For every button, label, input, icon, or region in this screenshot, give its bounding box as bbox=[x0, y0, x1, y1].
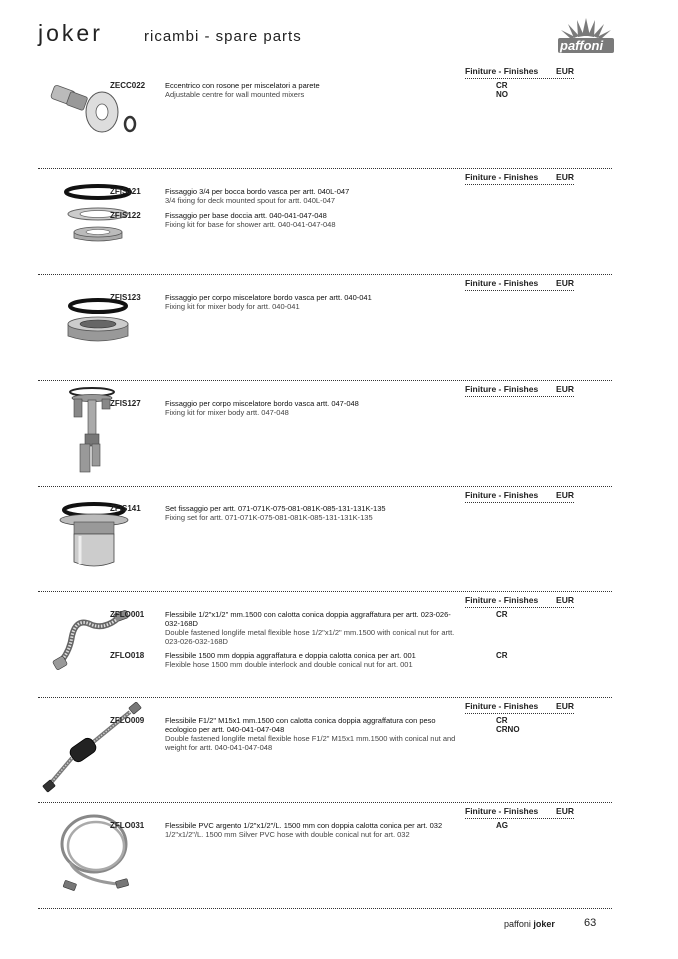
finishes-label: Finiture - Finishes bbox=[465, 172, 539, 182]
finish-code: CR bbox=[496, 651, 508, 660]
product-description bbox=[165, 293, 465, 311]
eur-label: EUR bbox=[556, 490, 574, 500]
eur-label: EUR bbox=[556, 806, 574, 816]
section-divider bbox=[38, 486, 612, 487]
description-en: 1/2"x1/2"/L. 1500 mm Silver PVC hose with double conical nut for art. 032 bbox=[165, 830, 410, 839]
product-code: ZFLO001 bbox=[110, 610, 145, 619]
product-code: ZFLO018 bbox=[110, 651, 145, 660]
section-divider bbox=[38, 380, 612, 381]
product-code: ZFIS122 bbox=[110, 211, 141, 220]
section-divider bbox=[38, 908, 612, 909]
flexible-hose-illustration bbox=[52, 610, 134, 672]
finish-code: CRNO bbox=[496, 725, 520, 734]
description-it: Fissaggio per corpo miscelatore bordo vasca per artt. 040-041 bbox=[165, 293, 372, 302]
logo-wordmark: paffoni bbox=[560, 38, 604, 53]
product-description bbox=[165, 187, 465, 205]
collection-title: joker bbox=[38, 20, 103, 46]
product-description bbox=[165, 211, 465, 229]
finish-codes bbox=[496, 651, 508, 660]
eur-label: EUR bbox=[556, 172, 574, 182]
finish-code: CR bbox=[496, 716, 508, 725]
finish-code: NO bbox=[496, 90, 508, 99]
description-en: Fixing set for artt. 071-071K-075-081-081K-085-131-131K-135 bbox=[165, 513, 373, 522]
product-code: ZFIS121 bbox=[110, 187, 141, 196]
product-description bbox=[165, 821, 465, 839]
product-code: ZFLO009 bbox=[110, 716, 145, 725]
page-number: 63 bbox=[584, 917, 597, 929]
product-description bbox=[165, 716, 465, 752]
description-en: Double fastened longlife metal flexible hose 1/2"x1/2" mm.1500 with conical nut for artt. 023-026-032-168D bbox=[165, 628, 455, 646]
description-en: Fixing kit for base for shower artt. 040-041-047-048 bbox=[165, 220, 336, 229]
finishes-label: Finiture - Finishes bbox=[465, 806, 539, 816]
product-description bbox=[165, 504, 465, 522]
finishes-header bbox=[465, 172, 574, 185]
product-code: ZFIS141 bbox=[110, 504, 141, 513]
finishes-header bbox=[465, 701, 574, 714]
description-it: Flessibile 1/2"x1/2" mm.1500 con calotta conica doppia aggraffatura per artt. 023-026-032-168D bbox=[165, 610, 451, 628]
description-it: Set fissaggio per artt. 071-071K-075-081-081K-085-131-131K-135 bbox=[165, 504, 386, 513]
product-description bbox=[165, 81, 465, 99]
description-it: Fissaggio 3/4 per bocca bordo vasca per artt. 040L-047 bbox=[165, 187, 350, 196]
mixer-body-fixing-illustration bbox=[64, 296, 132, 348]
description-it: Flessibile 1500 mm doppia aggraffatura e doppia calotta conica per art. 001 bbox=[165, 651, 416, 660]
finish-code: CR bbox=[496, 610, 508, 619]
description-en: Double fastened longlife metal flexible hose F1/2" M15x1 mm.1500 with conical nut and weight for artt. 040-041-047-048 bbox=[165, 734, 456, 752]
eur-label: EUR bbox=[556, 595, 574, 605]
eur-label: EUR bbox=[556, 384, 574, 394]
footer-collection: joker bbox=[533, 919, 555, 929]
finish-codes bbox=[496, 81, 508, 99]
finishes-label: Finiture - Finishes bbox=[465, 66, 539, 76]
finishes-header bbox=[465, 806, 574, 819]
finish-codes bbox=[496, 610, 508, 619]
finishes-header bbox=[465, 66, 574, 79]
footer-brand-name: paffoni bbox=[504, 919, 531, 929]
finishes-header bbox=[465, 278, 574, 291]
description-it: Flessibile F1/2" M15x1 mm.1500 con calotta conica doppia aggraffatura con peso ecologico per artt. 040-041-047-048 bbox=[165, 716, 436, 734]
product-code: ZFIS123 bbox=[110, 293, 141, 302]
description-en: Fixing kit for mixer body for artt. 040-041 bbox=[165, 302, 300, 311]
product-code: ZECC022 bbox=[110, 81, 146, 90]
finish-code: AG bbox=[496, 821, 508, 830]
footer-brand bbox=[504, 919, 555, 929]
section-divider bbox=[38, 591, 612, 592]
finishes-label: Finiture - Finishes bbox=[465, 701, 539, 711]
page-subtitle: ricambi - spare parts bbox=[144, 28, 302, 45]
section-divider bbox=[38, 168, 612, 169]
finishes-label: Finiture - Finishes bbox=[465, 278, 539, 288]
description-en: 3/4 fixing for deck mounted spout for artt. 040L-047 bbox=[165, 196, 336, 205]
product-description bbox=[165, 399, 465, 417]
description-it: Flessibile PVC argento 1/2"x1/2"/L. 1500 mm con doppia calotta conica per art. 032 bbox=[165, 821, 443, 830]
product-description bbox=[165, 651, 465, 669]
finishes-label: Finiture - Finishes bbox=[465, 384, 539, 394]
description-it: Fissaggio per corpo miscelatore bordo vasca artt. 047-048 bbox=[165, 399, 359, 408]
finishes-label: Finiture - Finishes bbox=[465, 595, 539, 605]
finishes-header bbox=[465, 384, 574, 397]
section-divider bbox=[38, 697, 612, 698]
description-en: Flexible hose 1500 mm double interlock and double conical nut for art. 001 bbox=[165, 660, 413, 669]
eur-label: EUR bbox=[556, 278, 574, 288]
product-code: ZFIS127 bbox=[110, 399, 141, 408]
finishes-header bbox=[465, 595, 574, 608]
description-it: Fissaggio per base doccia artt. 040-041-047-048 bbox=[165, 211, 327, 220]
eur-label: EUR bbox=[556, 66, 574, 76]
section-divider bbox=[38, 802, 612, 803]
eur-label: EUR bbox=[556, 701, 574, 711]
finish-codes bbox=[496, 716, 520, 734]
finish-code: CR bbox=[496, 81, 508, 90]
section-divider bbox=[38, 274, 612, 275]
description-it: Eccentrico con rosone per miscelatori a parete bbox=[165, 81, 320, 90]
product-code: ZFLO031 bbox=[110, 821, 145, 830]
finish-codes bbox=[496, 821, 508, 830]
finishes-label: Finiture - Finishes bbox=[465, 490, 539, 500]
product-description bbox=[165, 610, 465, 646]
description-en: Adjustable centre for wall mounted mixers bbox=[165, 90, 305, 99]
finishes-header bbox=[465, 490, 574, 503]
description-en: Fixing kit for mixer body artt. 047-048 bbox=[165, 408, 289, 417]
